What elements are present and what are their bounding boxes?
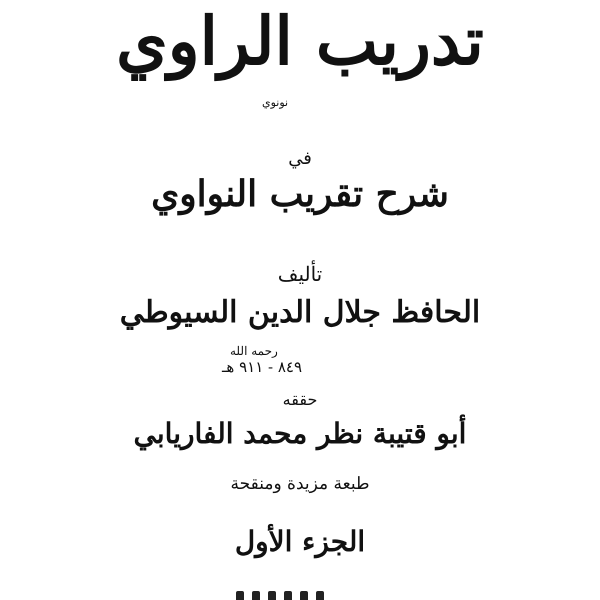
- author-name: الحافظ جلال الدين السيوطي: [119, 295, 481, 330]
- editor-label: حققه: [282, 390, 318, 409]
- rahimahu-allah: رحمه الله: [230, 344, 278, 358]
- editor-name: أبو قتيبة نظر محمد الفاريابي: [133, 417, 467, 450]
- author-dates: ٨٤٩ - ٩١١ هـ: [222, 358, 303, 376]
- cropped-text-fragment: [236, 588, 366, 600]
- authorship-label: تأليف: [277, 262, 323, 286]
- volume-label: الجزء الأول: [234, 525, 366, 558]
- connector-fi: في: [288, 148, 312, 169]
- edition-note: طبعة مزيدة ومنقحة: [230, 474, 370, 494]
- book-title: تدريب الراوي: [116, 2, 484, 80]
- book-subtitle: شرح تقريب النواوي: [151, 173, 449, 215]
- title-note: نونوي: [262, 96, 289, 109]
